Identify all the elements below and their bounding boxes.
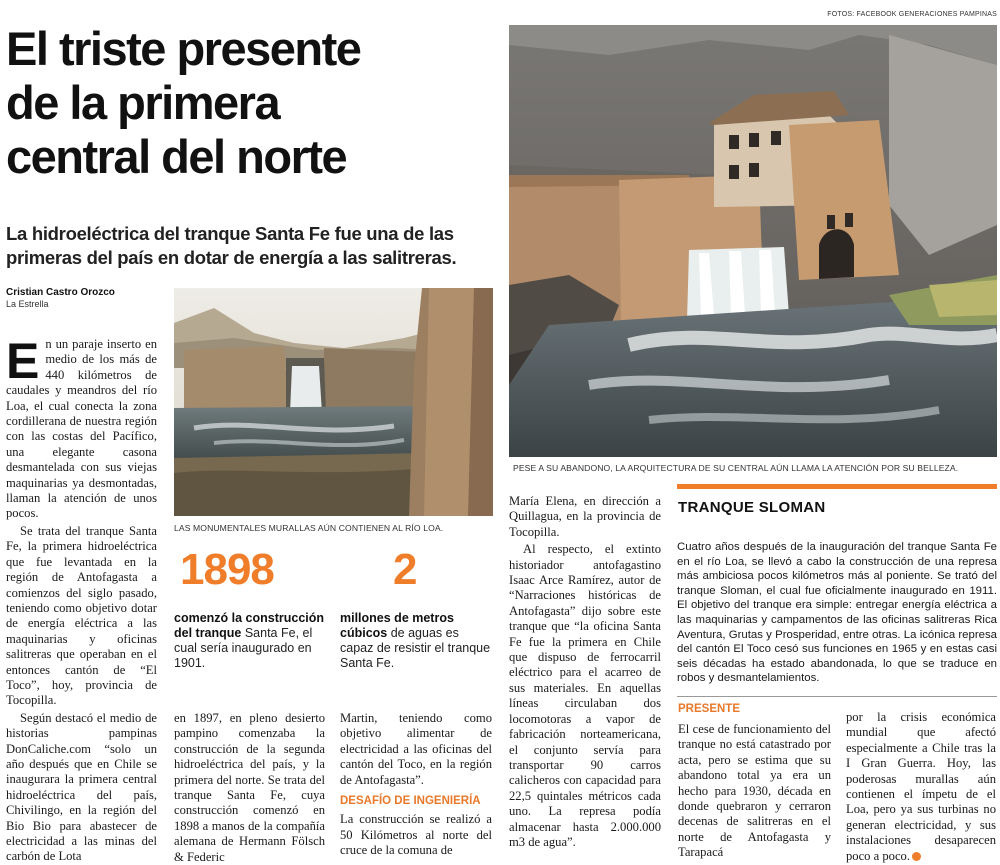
article-column-2 — [174, 711, 325, 865]
sidebar-text: Cuatro años después de la inauguración del tranque Santa Fe en el río Loa, se llevó a cabo la construcción de una represa más ambiciosa pocos kilómetros más al poniente. Se trató del tranque Sloman, el cual fue oficialmente inaugurado en 1911. El objetivo del tranque era simple: entregar energía eléctrica a las maquinarias y campamentos de las oficinas salitreras Rica Aventura, Grutas y Prosperidad, entre otras. La icónica represa del cantón El Toco cesó sus funciones en 1965 y en estas casi seis décadas ha estado abandonada, lo que se traduce en robos y desmantelamientos. — [677, 541, 997, 685]
drop-cap: E — [6, 337, 40, 389]
fact-text-2: millones de metros cúbicos de aguas es capaz de resistir el tranque Santa Fe. — [340, 611, 491, 670]
dam-wall-photo — [174, 288, 493, 516]
headline — [6, 22, 506, 184]
subheadline: La hidroeléctrica del tranque Santa Fe fue una de las primeras del país en dotar de energía a las salitreras. — [6, 223, 457, 268]
headline-line-1: El triste presente — [6, 22, 361, 75]
sidebar-divider — [677, 696, 997, 697]
lead-paragraph: En un paraje inserto en medio de los más de 440 kilómetros de caudales y meandros del río Loa, el cual conecta la zona cordillerana de nuestra región con las costas del Pacífico, una elegante casona desmantelada con sus viejas maquinarias ya desmontadas, llaman la atención de unos pocos. — [6, 337, 157, 521]
paragraph: Al respecto, el extinto historiador antofagastino Isaac Arce Ramírez, autor de “Narraciones históricas de Antofagasta” dijo sobre este tranque que “la oficina Santa Fe fue la primera en Chile que dispuso de ferrocarril eléctrico para el acarreo de sus materiales. En aquellas líneas circulaban dos locomotoras a vapor de fabricación norteamericana, el conjunto servía para transportar 90 carros calicheros con capacidad para 22,5 quintales métricos cada uno. La represa podía almacenar hasta 2.000.000 m3 de agua”. — [509, 542, 661, 849]
section-heading-ingenieria: DESAFÍO DE INGENIERÍA — [340, 795, 481, 808]
paragraph: Martin, teniendo como objetivo alimentar de electricidad a las oficinas del cantón del Toco, en la región de Antofagasta”. — [340, 711, 492, 787]
photo-credit: FOTOS: FACEBOOK GENERACIONES PAMPINAS — [827, 11, 997, 18]
power-station-illustration — [509, 25, 997, 457]
article-column-4 — [509, 494, 661, 865]
sidebar-accent-bar — [677, 484, 997, 489]
byline-outlet: La Estrella — [6, 299, 49, 309]
power-station-photo — [509, 25, 997, 457]
paragraph: María Elena, en dirección a Quillagua, en la provincia de Tocopilla. — [509, 494, 661, 539]
article-column-6 — [846, 710, 996, 865]
paragraph: Se trata del tranque Santa Fe, la primera hidroeléctrica que fue levantada en la región de Antofagasta a comienzos del siglo pasado, teniendo como objetivo dotar de energía eléctrica a las maquinarias y oficinas salitreras que operaban en el entonces cantón de “El Toco”, hoy, provincia de Tocopilla. — [6, 523, 157, 708]
dam-wall-illustration — [174, 288, 493, 516]
paragraph: La construcción se realizó a 50 Kilómetros al norte del cruce de la comuna de — [340, 812, 492, 858]
paragraph: Según destacó el medio de historias pampinas DonCaliche.com “solo un año después que en Chile se inaugurara la primera central hidroeléctrica del país, Chivilingo, en la región del Bio Bio para abastecer de electricidad a las minas del carbón de Lota — [6, 710, 157, 864]
paragraph: en 1897, en pleno desierto pampino comenzaba la construcción de la segunda hidroeléctrica del país, y la primera del norte. Se trata del tranque Santa Fe, cuya construcción comenzó en 1898 a manos de la compañía alemana de Hermann Fölsch & Federic — [174, 711, 325, 864]
paragraph: El cese de funcionamiento del tranque no está catastrado por acta, pero se estima que su abandono total ya era un hecho para 1930, década en donde quebraron y cerraron decenas de salitreras en el norte de Antofagasta y Tarapacá — [678, 722, 831, 860]
byline-author: Cristian Castro Orozco — [6, 287, 115, 298]
fact-number-1898: 1898 — [180, 545, 274, 594]
section-heading-presente: PRESENTE — [678, 703, 740, 715]
article-column-3 — [340, 711, 492, 865]
fact-number-2: 2 — [393, 545, 417, 594]
photo-caption-2: PESE A SU ABANDONO, LA ARQUITECTURA DE SU CENTRAL AÚN LLAMA LA ATENCIÓN POR SU BELLEZA. — [513, 463, 959, 473]
article-column-5 — [678, 722, 831, 865]
headline-line-2: de la primera — [6, 76, 280, 129]
sidebar-title: TRANQUE SLOMAN — [678, 499, 826, 516]
article-column-1 — [6, 337, 157, 865]
fact-text-1: comenzó la construcción del tranque Santa Fe, el cual sería inaugurado en 1901. — [174, 611, 325, 670]
headline-line-3: central del norte — [6, 130, 347, 183]
end-mark-icon — [912, 852, 921, 861]
photo-caption-1: LAS MONUMENTALES MURALLAS AÚN CONTIENEN AL RÍO LOA. — [174, 523, 444, 533]
paragraph: por la crisis económica mundial que afectó especialmente a Chile tras la I Gran Guerra. Hoy, las poderosas murallas aún contienen el ímpetu de el Loa, pero ya sus turbinas no generan electricidad, y sus instalaciones desaparecen poco a poco. — [846, 710, 996, 863]
